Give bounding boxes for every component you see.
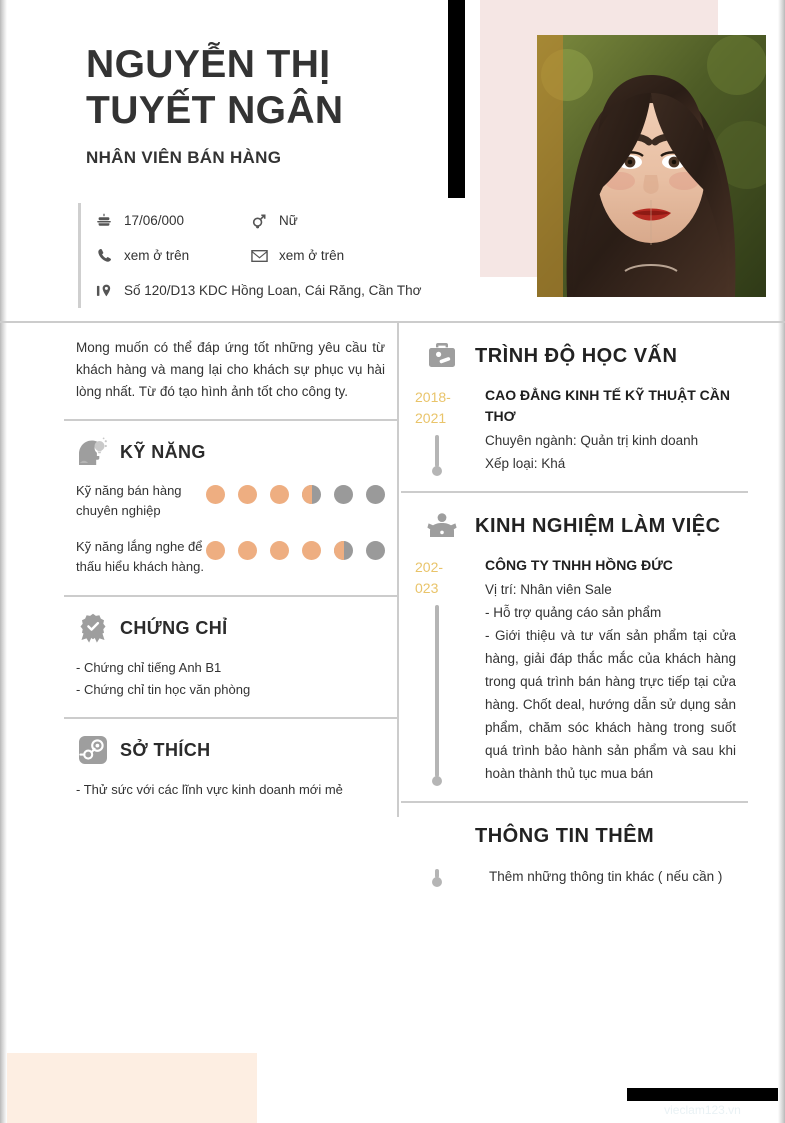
phone-value: xem ở trên (124, 248, 190, 263)
footer-black-bar (627, 1088, 778, 1101)
experience-heading (401, 507, 748, 545)
header-black-bar (448, 0, 465, 198)
rating-dot (366, 541, 385, 560)
extra-info-details (467, 865, 748, 888)
extra-info-spacer (415, 865, 467, 888)
contact-phone (93, 248, 248, 263)
steam-icon (76, 733, 110, 767)
skill-rating-dots (206, 481, 385, 504)
education-date (415, 385, 467, 475)
rating-dot (238, 541, 257, 560)
skills-title: KỸ NĂNG (120, 441, 206, 462)
certificates-heading (76, 611, 385, 645)
experience-date-line2: 023 (415, 580, 439, 596)
rating-dot (238, 485, 257, 504)
candidate-name-line2: TUYẾT NGÂN (86, 89, 344, 132)
contact-gender (248, 213, 298, 229)
certificates-title: CHỨNG CHỈ (120, 617, 228, 638)
objective-text: Mong muốn có thể đáp ứng tốt những yêu cầu từ khách hàng và mang lại cho khách sự phục vụ hài lòng nhất. Từ đó tạo hình ảnh tốt cho công ty. (76, 340, 385, 399)
extra-info-heading (401, 817, 748, 855)
rating-dot (206, 485, 225, 504)
experience-entry (401, 555, 748, 785)
rating-dot (366, 485, 385, 504)
footer-peach-block (7, 1053, 257, 1123)
cake-icon (93, 213, 115, 229)
extra-info-section (401, 803, 748, 904)
rating-dot (206, 541, 225, 560)
experience-title: KINH NGHIỆM LÀM VIỆC (475, 514, 721, 537)
hobbies-heading (76, 733, 385, 767)
education-title: TRÌNH ĐỘ HỌC VẤN (475, 344, 678, 367)
position: Vị trí: Nhân viên Sale (485, 582, 612, 597)
education-date-line2: 2021 (415, 410, 447, 426)
skill-rating-dots (206, 537, 385, 560)
skill-label: Kỹ năng lắng nghe để thấu hiểu khách hàng. (76, 539, 204, 574)
contact-row-2 (93, 238, 448, 273)
education-date-line1: 2018- (415, 389, 451, 405)
worker-icon (423, 507, 461, 545)
extra-info-icon-placeholder (423, 817, 461, 855)
briefcase-icon (423, 337, 461, 375)
profile-photo-image (537, 35, 766, 297)
name-block (86, 42, 446, 168)
contact-birthday (93, 213, 248, 229)
company-name: CÔNG TY TNHH HỒNG ĐỨC (485, 557, 673, 573)
skills-heading (76, 435, 385, 469)
rating-dot (302, 541, 321, 560)
rating-dot (270, 485, 289, 504)
education-details (467, 385, 748, 475)
rating-dot (334, 485, 353, 504)
contact-row-1 (93, 203, 448, 238)
hobbies-title: SỞ THÍCH (120, 739, 211, 760)
certificate-item: - Chứng chỉ tin học văn phòng (76, 682, 251, 697)
cv-header (0, 0, 785, 322)
skills-section (64, 421, 397, 597)
experience-details (467, 555, 748, 785)
duty-item: - Giới thiệu và tư vấn sản phẩm tại cửa hàng, giải đáp thắc mắc của khách hàng trong quá trình bán hàng trực tiếp tại cửa hàng. Chốt deal, hướng dẫn sử dụng sản phẩm, chăm sóc khách hàng trong suốt quá trình bảo hành sản phẩm và sau khi hoàn thành thủ tục mua bán (485, 628, 736, 781)
objective-section (64, 323, 397, 421)
rating-dot (302, 485, 321, 504)
contact-block (78, 203, 448, 308)
timeline-line (435, 869, 439, 878)
extra-info-entry (401, 865, 748, 888)
right-column (401, 323, 748, 904)
rating-dot (270, 541, 289, 560)
extra-info-title: THÔNG TIN THÊM (475, 824, 655, 847)
major: Chuyên ngành: Quản trị kinh doanh (485, 433, 699, 448)
extra-info-note: Thêm những thông tin khác ( nếu cần ) (489, 869, 723, 884)
skill-item (76, 537, 385, 577)
skill-label: Kỹ năng bán hàng chuyên nghiệp (76, 483, 182, 518)
rating-dot (334, 541, 353, 560)
school-name: CAO ĐẲNG KINH TẾ KỸ THUẬT CẦN THƠ (485, 387, 730, 424)
education-entry (401, 385, 748, 475)
hobbies-section (64, 719, 397, 817)
experience-date (415, 555, 467, 785)
hobby-item: - Thử sức với các lĩnh vực kinh doanh mới mẻ (76, 782, 343, 797)
badge-check-icon (76, 611, 110, 645)
education-section (401, 323, 748, 493)
address-value: Số 120/D13 KDC Hồng Loan, Cái Răng, Cần Thơ (124, 283, 422, 298)
candidate-name-line1: NGUYỄN THỊ (86, 43, 331, 86)
education-heading (401, 337, 748, 375)
map-pin-icon (93, 283, 115, 299)
watermark: vieclam123.vn (664, 1103, 741, 1117)
phone-icon (93, 248, 115, 263)
contact-address (93, 283, 422, 299)
left-column (64, 323, 399, 817)
duty-item: - Hỗ trợ quảng cáo sản phẩm (485, 605, 662, 620)
skill-item (76, 481, 385, 521)
birthday-value: 17/06/000 (124, 213, 185, 228)
contact-email (248, 248, 344, 263)
contact-row-3 (93, 273, 448, 308)
profile-photo (537, 35, 766, 297)
gender-value: Nữ (279, 213, 298, 228)
experience-date-line1: 202- (415, 559, 444, 575)
envelope-icon (248, 249, 270, 263)
gender-icon (248, 213, 270, 229)
grade: Xếp loại: Khá (485, 456, 566, 471)
timeline-line (435, 605, 439, 777)
certificates-section (64, 597, 397, 719)
experience-section (401, 493, 748, 803)
email-value: xem ở trên (279, 248, 345, 263)
certificate-item: - Chứng chỉ tiếng Anh B1 (76, 660, 222, 675)
timeline-line (435, 435, 439, 467)
head-lightbulb-icon (76, 435, 110, 469)
job-title: NHÂN VIÊN BÁN HÀNG (86, 148, 282, 167)
